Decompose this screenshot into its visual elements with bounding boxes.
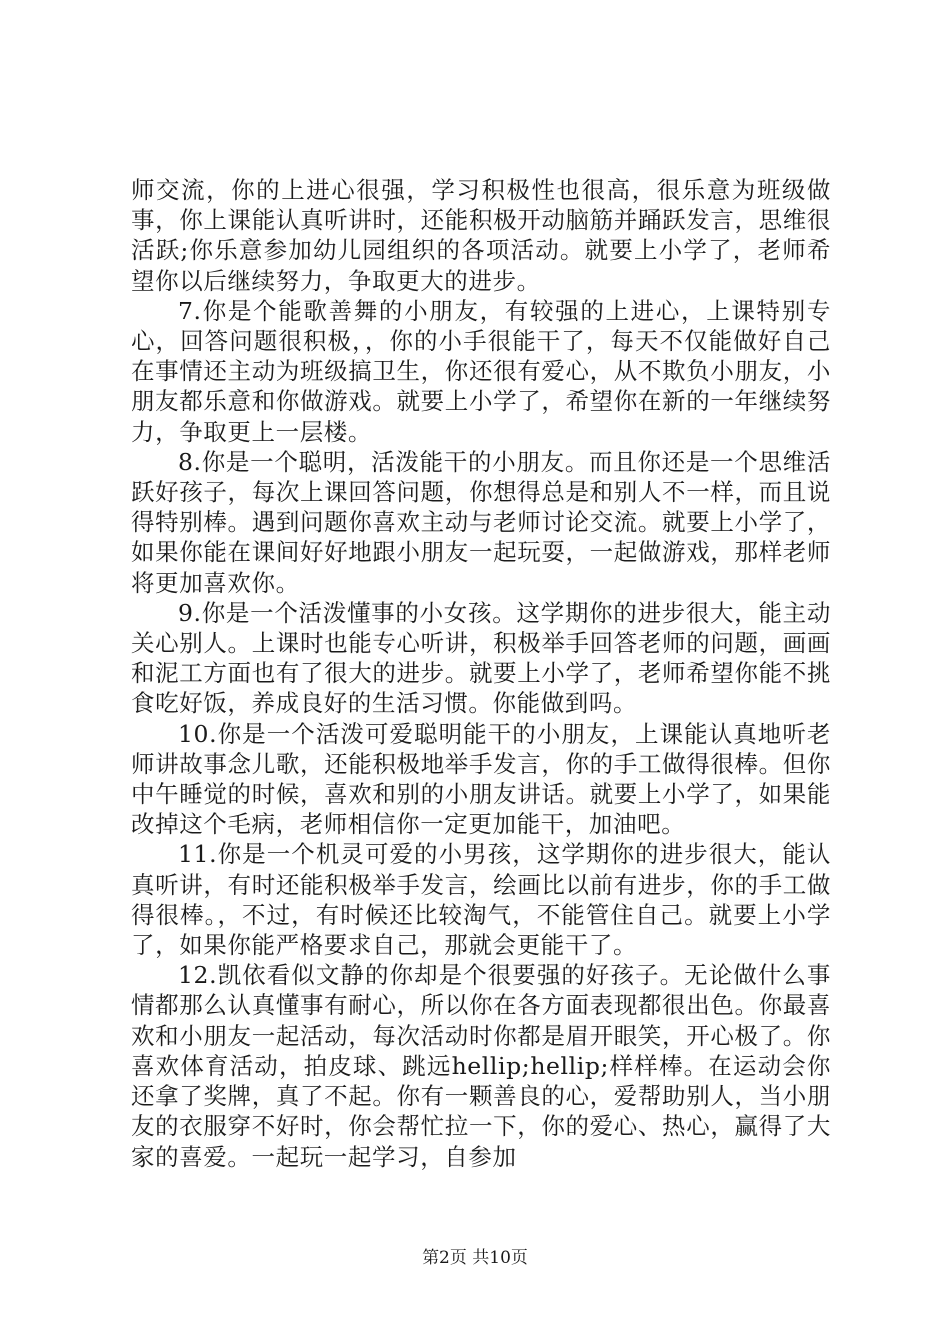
paragraph-item-9: 9.你是一个活泼懂事的小女孩。这学期你的进步很大，能主动关心别人。上课时也能专心听讲，积极举手回答老师的问题，画画和泥工方面也有了很大的进步。就要上小学了，老师希望你能不挑食吃好饭，养成良好的生活习惯。你能做到吗。	[131, 598, 831, 718]
paragraph-item-12: 12.凯依看似文静的你却是个很要强的好孩子。无论做什么事情都那么认真懂事有耐心，所以你在各方面表现都很出色。你最喜欢和小朋友一起活动，每次活动时你都是眉开眼笑，开心极了。你喜欢体育活动，拍皮球、跳远hellip;hellip;样样棒。在运动会你还拿了奖牌，真了不起。你有一颗善良的心，爱帮助别人，当小朋友的衣服穿不好时，你会帮忙拉一下，你的爱心、热心，赢得了大家的喜爱。一起玩一起学习，自参加	[131, 961, 831, 1171]
paragraph-item-8: 8.你是一个聪明，活泼能干的小朋友。而且你还是一个思维活跃好孩子，每次上课回答问题，你想得总是和别人不一样，而且说得特别棒。遇到问题你喜欢主动与老师讨论交流。就要上小学了，如果你能在课间好好地跟小朋友一起玩耍，一起做游戏，那样老师将更加喜欢你。	[131, 447, 831, 597]
paragraph-continuation: 师交流，你的上进心很强，学习积极性也很高，很乐意为班级做事，你上课能认真听讲时，还能积极开动脑筋并踊跃发言，思维很活跃;你乐意参加幼儿园组织的各项活动。就要上小学了，老师希望你以后继续努力，争取更大的进步。	[131, 176, 831, 295]
document-body	[131, 175, 831, 1172]
paragraph-item-10: 10.你是一个活泼可爱聪明能干的小朋友，上课能认真地听老师讲故事念儿歌，还能积极地举手发言，你的手工做得很棒。但你中午睡觉的时候，喜欢和别的小朋友讲话。就要上小学了，如果能改掉这个毛病，老师相信你一定更加能干，加油吧。	[131, 719, 831, 839]
paragraph-item-11: 11.你是一个机灵可爱的小男孩，这学期你的进步很大，能认真听讲，有时还能积极举手发言，绘画比以前有进步，你的手工做得很棒。，不过，有时候还比较淘气，不能管住自己。就要上小学了，如果你能严格要求自己，那就会更能干了。	[131, 840, 831, 960]
page-number-footer: 第2页 共10页	[422, 1248, 528, 1268]
paragraph-item-7: 7.你是个能歌善舞的小朋友，有较强的上进心，上课特别专心，回答问题很积极，，你的小手很能干了，每天不仅能做好自己在事情还主动为班级搞卫生，你还很有爱心，从不欺负小朋友，小朋友都乐意和你做游戏。就要上小学了，希望你在新的一年继续努力，争取更上一层楼。	[131, 296, 831, 446]
